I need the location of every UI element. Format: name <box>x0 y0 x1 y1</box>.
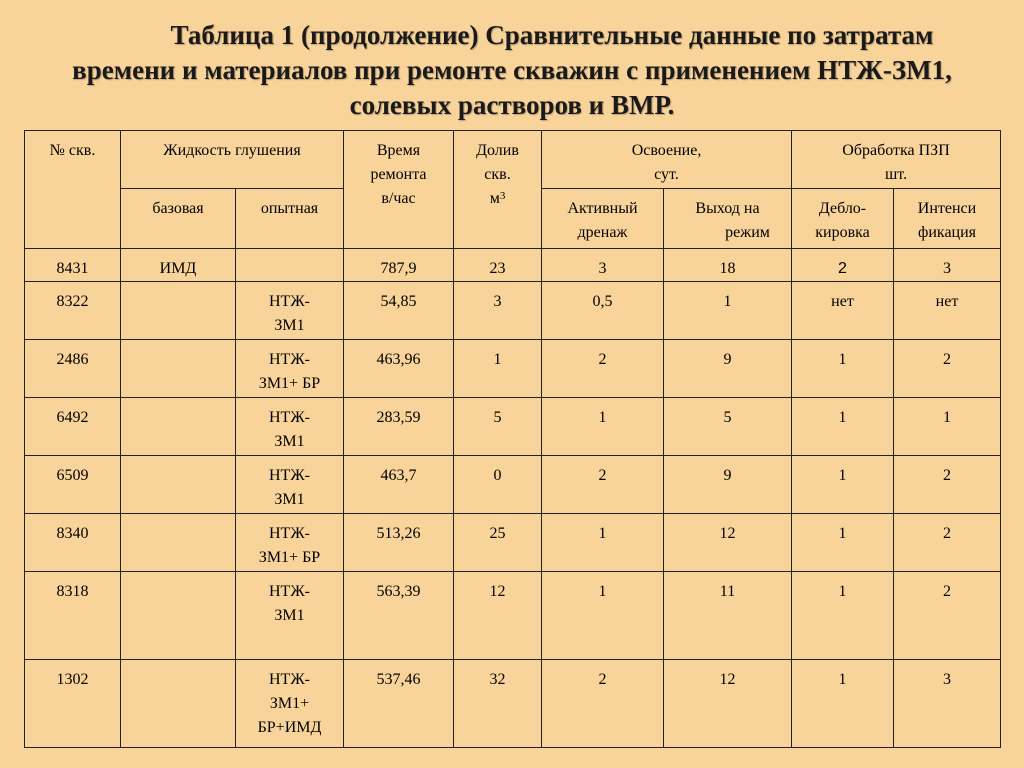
cell-output: 11 <box>664 572 792 660</box>
header-bz-treatment-l1: Обработка ПЗП <box>842 142 950 159</box>
table-row <box>25 456 1001 514</box>
cell-base <box>121 282 236 340</box>
cell-time: 537,46 <box>344 660 454 748</box>
cell-active: 1 <box>542 572 664 660</box>
table-row <box>25 514 1001 572</box>
cell-well: 6509 <box>25 456 121 514</box>
cell-exp-l3: БР+ИМД <box>257 719 322 736</box>
cell-exp <box>236 398 344 456</box>
cell-intens: 3 <box>894 660 1001 748</box>
cell-debl: 1 <box>792 572 894 660</box>
cell-base <box>121 456 236 514</box>
cell-exp <box>236 456 344 514</box>
cell-exp-l1: НТЖ- <box>269 467 310 484</box>
header-row-1 <box>25 131 1001 189</box>
cell-fill: 3 <box>454 282 542 340</box>
header-development-l1: Освоение, <box>631 142 702 159</box>
cell-debl: 1 <box>792 340 894 398</box>
header-bz-treatment-l2: шт. <box>884 166 908 183</box>
cell-intens: 1 <box>894 398 1001 456</box>
cell-fill: 1 <box>454 340 542 398</box>
cell-time: 787,9 <box>344 249 454 282</box>
cell-intens: 2 <box>894 340 1001 398</box>
cell-intens: 2 <box>894 456 1001 514</box>
header-well-fill-sup: 3 <box>499 190 506 202</box>
cell-output: 18 <box>664 249 792 282</box>
cell-exp <box>236 282 344 340</box>
cell-time: 513,26 <box>344 514 454 572</box>
cell-debl: 1 <box>792 660 894 748</box>
cell-exp <box>236 514 344 572</box>
cell-time: 463,96 <box>344 340 454 398</box>
header-kill-exp: опытная <box>236 189 344 249</box>
header-bz-treatment <box>792 131 1001 189</box>
header-output-mode-l1: Выход на <box>695 200 760 217</box>
cell-well: 1302 <box>25 660 121 748</box>
cell-base: ИМД <box>121 249 236 282</box>
cell-well: 8318 <box>25 572 121 660</box>
cell-output: 9 <box>664 456 792 514</box>
header-output-mode-l2: режим <box>725 224 770 241</box>
table-row <box>25 282 1001 340</box>
cell-exp <box>236 660 344 748</box>
cell-fill: 0 <box>454 456 542 514</box>
table-row <box>25 572 1001 660</box>
cell-time: 563,39 <box>344 572 454 660</box>
cell-exp-l1: НТЖ- <box>269 671 310 688</box>
cell-well: 6492 <box>25 398 121 456</box>
header-repair-time-l1: Время <box>376 142 421 159</box>
header-kill-fluid: Жидкость глушения <box>121 131 344 189</box>
cell-exp-l2: ЗМ1 <box>274 317 305 334</box>
cell-base <box>121 660 236 748</box>
cell-fill: 32 <box>454 660 542 748</box>
header-well-fill-l3: м <box>489 190 500 207</box>
header-output-mode <box>664 189 792 249</box>
header-well-fill-l1: Долив <box>476 142 519 159</box>
cell-intens: 3 <box>894 249 1001 282</box>
cell-active: 1 <box>542 514 664 572</box>
cell-debl: 2 <box>792 249 894 282</box>
cell-well: 8431 <box>25 249 121 282</box>
cell-debl: 1 <box>792 514 894 572</box>
header-deblocking-l1: Дебло- <box>818 200 867 217</box>
slide-title <box>0 18 1024 123</box>
header-kill-base: базовая <box>121 189 236 249</box>
cell-exp-l2: ЗМ1+ <box>269 695 310 712</box>
header-repair-time <box>344 131 454 249</box>
cell-base <box>121 340 236 398</box>
cell-base <box>121 572 236 660</box>
comparison-table <box>24 130 1001 748</box>
header-development-l2: сут. <box>654 166 679 183</box>
header-repair-time-l2: ремонта <box>370 166 427 183</box>
header-active-drainage-l2: дренаж <box>577 224 628 241</box>
cell-output: 9 <box>664 340 792 398</box>
cell-exp-l2: ЗМ1+ БР <box>258 549 321 566</box>
header-deblocking-l2: кировка <box>815 224 870 241</box>
header-deblocking <box>792 189 894 249</box>
header-active-drainage <box>542 189 664 249</box>
cell-exp-l1: НТЖ- <box>269 525 310 542</box>
cell-output: 12 <box>664 660 792 748</box>
header-repair-time-l3: в/час <box>381 190 416 207</box>
cell-time: 463,7 <box>344 456 454 514</box>
cell-exp <box>236 340 344 398</box>
cell-debl: 1 <box>792 456 894 514</box>
table-row <box>25 340 1001 398</box>
table-row <box>25 249 1001 282</box>
cell-exp-l1: НТЖ- <box>269 351 310 368</box>
cell-well: 2486 <box>25 340 121 398</box>
cell-fill: 5 <box>454 398 542 456</box>
header-intensification <box>894 189 1001 249</box>
cell-exp-l2: ЗМ1+ БР <box>258 375 321 392</box>
cell-exp-l2: ЗМ1 <box>274 433 305 450</box>
cell-active: 2 <box>542 456 664 514</box>
cell-active: 2 <box>542 340 664 398</box>
cell-debl: 1 <box>792 398 894 456</box>
header-well-fill-l2: скв. <box>484 166 511 183</box>
cell-time: 54,85 <box>344 282 454 340</box>
cell-fill: 23 <box>454 249 542 282</box>
cell-well: 8322 <box>25 282 121 340</box>
cell-active: 2 <box>542 660 664 748</box>
cell-active: 3 <box>542 249 664 282</box>
cell-exp <box>236 572 344 660</box>
cell-base <box>121 514 236 572</box>
header-intensification-l2: фикация <box>917 224 977 241</box>
table-row <box>25 660 1001 748</box>
cell-exp-l2: ЗМ1 <box>274 491 305 508</box>
cell-output: 5 <box>664 398 792 456</box>
header-active-drainage-l1: Активный <box>567 200 638 217</box>
cell-fill: 25 <box>454 514 542 572</box>
cell-intens: 2 <box>894 572 1001 660</box>
header-development <box>542 131 792 189</box>
cell-time: 283,59 <box>344 398 454 456</box>
cell-exp-l1: НТЖ- <box>269 583 310 600</box>
cell-exp-l1: НТЖ- <box>269 293 310 310</box>
header-well-no: № скв. <box>25 131 121 249</box>
title-line-3: солевых растворов и ВМР. <box>349 90 675 120</box>
title-line-1: Таблица 1 (продолжение) Сравнительные данные по затратам <box>170 20 934 50</box>
cell-output: 1 <box>664 282 792 340</box>
cell-well: 8340 <box>25 514 121 572</box>
cell-active: 0,5 <box>542 282 664 340</box>
cell-debl: нет <box>792 282 894 340</box>
cell-output: 12 <box>664 514 792 572</box>
table-row <box>25 398 1001 456</box>
cell-exp-l1: НТЖ- <box>269 409 310 426</box>
cell-active: 1 <box>542 398 664 456</box>
cell-fill: 12 <box>454 572 542 660</box>
header-intensification-l1: Интенси <box>917 200 977 217</box>
cell-intens: нет <box>894 282 1001 340</box>
header-well-fill <box>454 131 542 249</box>
cell-intens: 2 <box>894 514 1001 572</box>
cell-exp <box>236 249 344 282</box>
cell-exp-l2: ЗМ1 <box>274 607 305 624</box>
cell-base <box>121 398 236 456</box>
title-line-2: времени и материалов при ремонте скважин с применением НТЖ-ЗМ1, <box>72 55 952 85</box>
